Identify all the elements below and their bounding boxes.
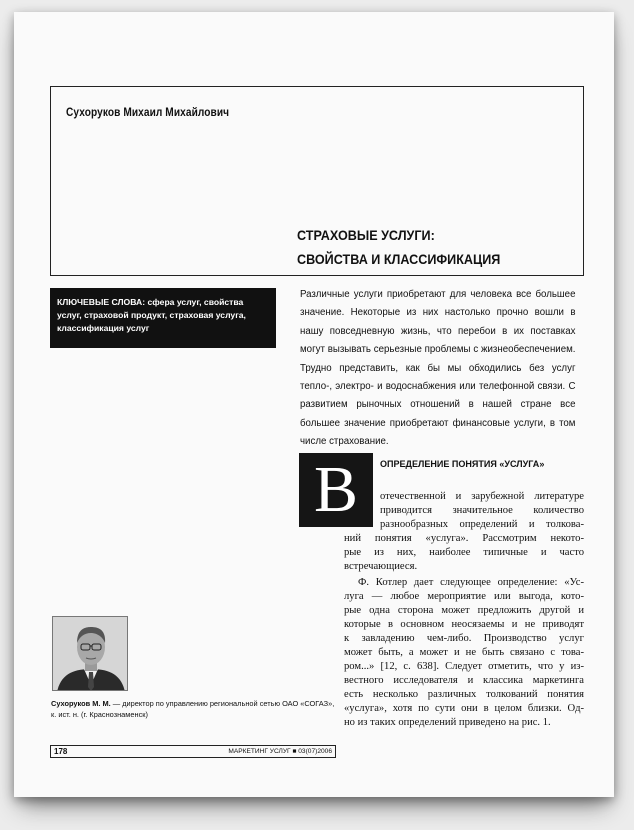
body-line: «услуга», хотя по сути они в целом близки. Од- [344, 703, 584, 714]
page-footer [50, 745, 336, 758]
keywords-line-1: КЛЮЧЕВЫЕ СЛОВА: сфера услуг, свойства [57, 297, 244, 307]
body-line: приводится значительное количество [380, 505, 584, 516]
keywords-line-3: классификация услуг [57, 323, 150, 333]
body-line: рые из них, наиболее типичные и часто [344, 547, 584, 558]
body-line: есть несколько различных толкований понятия [344, 689, 584, 700]
body-line: может быть, а может и не быть связано с това- [344, 647, 584, 658]
body-line: отечественной и зарубежной литературе [380, 491, 584, 502]
article-header [50, 86, 584, 276]
bio-line-1 [51, 698, 341, 709]
article-title [297, 223, 500, 271]
author-name: Сухоруков Михаил Михайлович [66, 107, 230, 119]
title-line-1: СТРАХОВЫЕ УСЛУГИ: [297, 227, 435, 243]
page-number: 178 [54, 747, 68, 756]
body-line: ром...» [12, с. 638]. Следует отметить, что у из- [344, 661, 584, 672]
body-line: встречающиеся. [344, 561, 418, 572]
bio-position: — директор по управлению региональной сетью ОАО «СОГАЗ», [110, 699, 335, 708]
body-line: луга — любое мероприятие или выгода, кото- [344, 591, 584, 602]
body-line: но из таких определений приведено на рис. 1. [344, 717, 551, 728]
keywords-box [50, 288, 276, 348]
body-line: вестного исследователя и классика маркетинга [344, 675, 584, 686]
drop-cap: В [299, 453, 373, 527]
title-line-2: СВОЙСТВА И КЛАССИФИКАЦИЯ [297, 251, 501, 267]
body-line: которые в основном неосязаемы и не приводят [344, 619, 584, 630]
author-bio [51, 698, 341, 720]
journal-issue: МАРКЕТИНГ УСЛУГ ■ 03(07)2006 [228, 748, 332, 755]
lead-paragraph: Различные услуги приобретают для человека все большее значение. Некоторые из них настолько прочно вошли в нашу повседневную жизнь, что перебои в их поставках могут вызывать серьезные проблемы с жизнеобеспечением. Трудно представить, как бы мы обходились без услуг тепло-, электро- и водоснабжения или телефонной связи. С развитием рыночных отношений в нашей стране все большее значение приобретают финансовые услуги, в том числе страхование. [300, 289, 576, 448]
author-photo [52, 616, 128, 691]
bio-name: Сухоруков М. М. [51, 699, 111, 708]
keywords-line-2: услуг, страховой продукт, страховая услуга, [57, 310, 246, 320]
body-line: к завладению чем-либо. Производство услуг [344, 633, 584, 644]
body-line: Ф. Котлер дает следующее определение: «Ус- [358, 577, 584, 588]
body-line: ний понятия «услуга». Рассмотрим некото- [344, 533, 584, 544]
section-heading: ОПРЕДЕЛЕНИЕ ПОНЯТИЯ «УСЛУГА» [380, 459, 545, 470]
body-line: рые одна сторона может предложить другой и [344, 605, 584, 616]
journal-page [14, 12, 614, 797]
body-line: разнообразных определений и толкова- [380, 519, 584, 530]
bio-line-2: к. ист. н. (г. Краснознаменск) [51, 710, 148, 719]
